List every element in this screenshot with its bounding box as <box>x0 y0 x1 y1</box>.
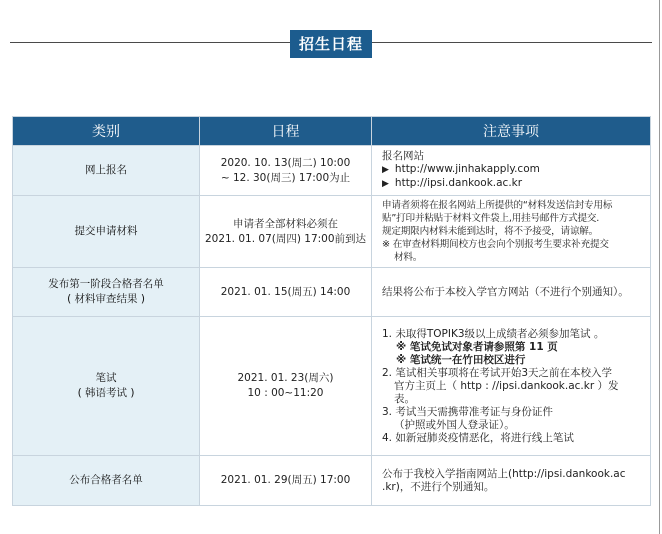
table-header-row <box>13 117 651 146</box>
notes-line: ※ 在审查材料期间校方也会向个别报考生要求补充提交 <box>382 239 609 250</box>
category-subtext: ( 材料审查结果 ) <box>67 293 145 305</box>
category-text: 提交申请材料 <box>74 225 138 237</box>
page-title: 招生日程 <box>290 30 372 58</box>
schedule-line: 10 : 00~11:20 <box>247 387 324 399</box>
table-row-submit-materials <box>13 196 651 268</box>
notes-line: 1. 未取得TOPIK3级以上成绩者必须参加笔试 。 <box>382 327 605 340</box>
notes-subline: ※ 笔试统一在竹田校区进行 <box>396 353 526 366</box>
category-subtext: ( 韩语考试 ) <box>77 387 135 399</box>
notes-line: 规定期限内材料未能到达时，将不予接受，请谅解。 <box>382 226 599 237</box>
registration-link[interactable]: http://www.jinhakapply.com <box>394 163 540 175</box>
category-text: 网上报名 <box>85 164 127 176</box>
admission-schedule-table <box>12 116 651 506</box>
category-cell <box>13 456 200 506</box>
table-row-first-stage-results <box>13 268 651 317</box>
table-row-final-results <box>13 456 651 506</box>
notes-line: 3. 考试当天需携带准考证与身份证件 <box>382 405 553 418</box>
notes-cell <box>372 146 651 196</box>
schedule-cell <box>200 268 372 317</box>
header-notes: 注意事项 <box>372 117 651 146</box>
schedule-cell <box>200 456 372 506</box>
notes-line: （护照或外国人登录证）。 <box>394 418 515 431</box>
notes-line: 2. 笔试相关事项将在考试开始3天之前在本校入学 <box>382 366 613 379</box>
schedule-line: 申请者全部材料必须在 <box>233 217 338 230</box>
category-cell <box>13 146 200 196</box>
table-row-written-exam <box>13 317 651 456</box>
notes-subline: ※ 笔试免试对象者请参照第 11 页 <box>396 340 558 353</box>
category-text: 发布第一阶段合格者名单 <box>48 278 164 290</box>
category-cell <box>13 196 200 268</box>
schedule-cell <box>200 196 372 268</box>
schedule-line: 2021. 01. 07(周四) 17:00前到达 <box>204 232 367 245</box>
registration-link[interactable]: http://ipsi.dankook.ac.kr <box>394 177 523 189</box>
notes-cell <box>372 268 651 317</box>
schedule-line: 2021. 01. 23(周六) <box>237 372 334 384</box>
schedule-line: 2021. 01. 29(周五) 17:00 <box>220 474 351 486</box>
link-item <box>382 163 644 177</box>
notes-cell <box>372 456 651 506</box>
category-text: 笔试 <box>95 372 117 384</box>
notes-cell <box>372 317 651 456</box>
notes-label: 报名网站 <box>382 150 424 162</box>
category-text: 公布合格者名单 <box>69 474 143 486</box>
notes-line: 材料。 <box>394 252 423 263</box>
title-container <box>0 30 662 58</box>
schedule-cell <box>200 317 372 456</box>
notes-line: 官方主页上（ http : //ipsi.dankook.ac.kr ）发 <box>394 379 619 392</box>
header-schedule: 日程 <box>200 117 372 146</box>
category-cell <box>13 317 200 456</box>
notes-line: 结果将公布于本校入学官方网站（不进行个别通知）。 <box>382 285 629 298</box>
notes-line: 表。 <box>394 392 415 405</box>
page-right-border <box>659 0 660 534</box>
schedule-line: 2020. 10. 13(周二) 10:00 <box>220 156 351 169</box>
link-item <box>382 177 644 191</box>
notes-line: 4. 如新冠肺炎疫情恶化，将进行线上笔试 <box>382 431 574 444</box>
schedule-line: ~ 12. 30(周三) 17:00为止 <box>220 171 351 184</box>
notes-line: .kr)，不进行个别通知。 <box>382 480 495 493</box>
header-category: 类别 <box>13 117 200 146</box>
arrow-right-icon: ▶ <box>382 179 389 189</box>
notes-cell <box>372 196 651 268</box>
notes-line: 贴”打印并粘贴于材料文件袋上,用挂号邮件方式提交. <box>382 213 600 224</box>
category-cell <box>13 268 200 317</box>
notes-line: 公布于我校入学指南网站上(http://ipsi.dankook.ac <box>382 467 626 480</box>
table-row-online-registration <box>13 146 651 196</box>
schedule-line: 2021. 01. 15(周五) 14:00 <box>220 285 351 298</box>
schedule-cell <box>200 146 372 196</box>
notes-line: 申请者须将在报名网站上所提供的“材料发送信封专用标 <box>382 200 613 211</box>
arrow-right-icon: ▶ <box>382 165 389 175</box>
